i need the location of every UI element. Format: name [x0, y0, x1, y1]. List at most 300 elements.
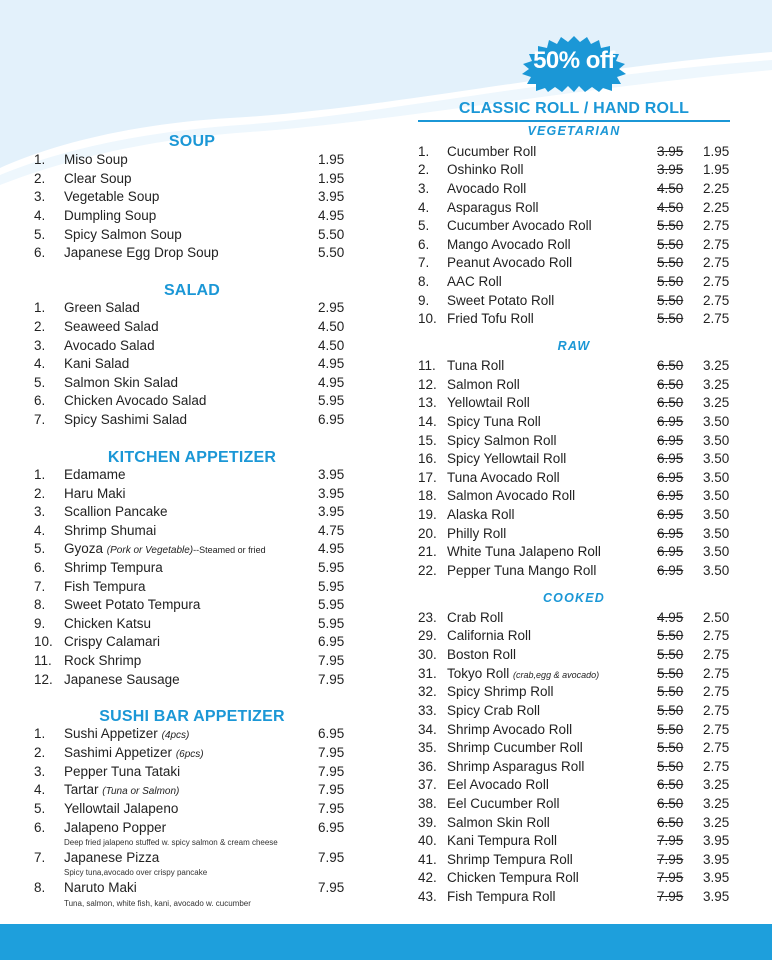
item-name: Clear Soup — [64, 171, 132, 186]
list-item — [418, 525, 730, 544]
list-item — [418, 832, 730, 851]
item-number: 12. — [418, 377, 437, 392]
item-number: 8. — [34, 597, 46, 612]
list-item — [418, 683, 730, 702]
sale-price: 2.75 — [703, 237, 730, 252]
item-number: 2. — [418, 162, 430, 177]
item-name: Shrimp Avocado Roll — [447, 722, 573, 737]
item-price: 7.95 — [318, 745, 345, 760]
item-name: Vegetable Soup — [64, 189, 160, 204]
item-number: 6. — [34, 393, 46, 408]
original-price: 7.95 — [657, 870, 684, 885]
list-item — [418, 739, 730, 758]
item-number: 4. — [34, 523, 46, 538]
item-price: 4.95 — [318, 356, 345, 371]
list-item — [34, 207, 350, 226]
list-item — [34, 540, 350, 559]
item-price: 4.95 — [318, 208, 345, 223]
item-note: (4pcs) — [161, 730, 190, 741]
item-price: 7.95 — [318, 880, 345, 895]
item-name-text: Tartar — [64, 782, 99, 797]
sale-price: 2.75 — [703, 703, 730, 718]
section-divider — [418, 120, 730, 122]
item-number: 38. — [418, 796, 437, 811]
sale-price: 3.50 — [703, 433, 730, 448]
list-item — [34, 392, 350, 411]
item-name: Sweet Potato Roll — [447, 293, 555, 308]
item-name: Dumpling Soup — [64, 208, 157, 223]
item-number: 31. — [418, 666, 437, 681]
item-number: 35. — [418, 740, 437, 755]
original-price: 6.95 — [657, 563, 684, 578]
list-item — [34, 578, 350, 597]
item-name: Japanese Egg Drop Soup — [64, 245, 219, 260]
item-name: Avocado Roll — [447, 181, 527, 196]
item-price: 4.50 — [318, 338, 345, 353]
item-number: 6. — [34, 560, 46, 575]
sale-price: 3.50 — [703, 470, 730, 485]
item-number: 7. — [34, 850, 46, 865]
item-price: 7.95 — [318, 801, 345, 816]
original-price: 4.50 — [657, 181, 684, 196]
item-number: 10. — [34, 634, 53, 649]
list-item — [34, 188, 350, 207]
item-price: 6.95 — [318, 726, 345, 741]
vegetarian-subtitle: VEGETARIAN — [527, 124, 621, 138]
list-item — [418, 506, 730, 525]
original-price: 5.50 — [657, 759, 684, 774]
item-number: 12. — [34, 672, 53, 687]
salad-title: SALAD — [163, 282, 221, 299]
sale-price: 3.50 — [703, 563, 730, 578]
list-item — [34, 652, 350, 671]
sale-price: 3.50 — [703, 451, 730, 466]
item-name: Crab Roll — [447, 610, 504, 625]
item-name: Cucumber Avocado Roll — [447, 218, 592, 233]
item-price: 7.95 — [318, 653, 345, 668]
list-item — [418, 143, 730, 162]
item-price: 5.50 — [318, 245, 345, 260]
item-name: Japanese Pizza — [64, 850, 160, 865]
list-item — [34, 170, 350, 189]
sale-price: 3.25 — [703, 815, 730, 830]
list-item — [34, 879, 350, 898]
list-item — [34, 725, 350, 744]
list-item — [418, 357, 730, 376]
original-price: 5.50 — [657, 237, 684, 252]
list-item — [34, 374, 350, 393]
item-number: 8. — [418, 274, 430, 289]
list-item — [34, 337, 350, 356]
list-item — [34, 849, 350, 868]
item-number: 1. — [418, 144, 430, 159]
item-number: 2. — [34, 319, 46, 334]
item-extra: --Steamed or fried — [193, 545, 266, 555]
sale-price: 3.50 — [703, 544, 730, 559]
item-number: 32. — [418, 684, 437, 699]
item-name: Salmon Skin Roll — [447, 815, 550, 830]
item-name: Oshinko Roll — [447, 162, 524, 177]
item-name: Jalapeno Popper — [64, 820, 167, 835]
item-number: 41. — [418, 852, 437, 867]
item-name: Boston Roll — [447, 647, 517, 662]
sale-price: 3.95 — [703, 833, 730, 848]
item-number: 3. — [34, 338, 46, 353]
item-name: Chicken Katsu — [64, 616, 152, 631]
original-price: 5.50 — [657, 311, 684, 326]
original-price: 5.50 — [657, 628, 684, 643]
item-number: 17. — [418, 470, 437, 485]
item-number: 14. — [418, 414, 437, 429]
item-price: 4.95 — [318, 541, 345, 556]
item-name: Naruto Maki — [64, 880, 137, 895]
original-price: 5.50 — [657, 684, 684, 699]
item-name: Kani Salad — [64, 356, 130, 371]
item-name: Yellowtail Jalapeno — [64, 801, 179, 816]
item-number: 7. — [34, 412, 46, 427]
item-number: 4. — [34, 356, 46, 371]
list-item — [418, 180, 730, 199]
item-number: 1. — [34, 467, 46, 482]
item-note: (6pcs) — [175, 749, 204, 760]
item-name: Spicy Sashimi Salad — [64, 412, 188, 427]
item-name: Tuna Roll — [447, 358, 505, 373]
item-name: Green Salad — [64, 300, 140, 315]
item-description: Spicy tuna,avocado over crispy pancake — [64, 868, 208, 877]
item-number: 10. — [418, 311, 437, 326]
list-item — [34, 503, 350, 522]
item-number: 18. — [418, 488, 437, 503]
item-name: White Tuna Jalapeno Roll — [447, 544, 601, 559]
item-price: 5.95 — [318, 616, 345, 631]
item-description: Tuna, salmon, white fish, kani, avocado w. cucumber — [64, 899, 251, 908]
original-price: 5.50 — [657, 740, 684, 755]
list-item — [418, 217, 730, 236]
item-name: Shrimp Tempura — [64, 560, 163, 575]
item-name — [64, 725, 189, 745]
sale-price: 3.50 — [703, 507, 730, 522]
cooked-subtitle: COOKED — [542, 591, 606, 605]
sale-price: 3.95 — [703, 870, 730, 885]
list-item — [418, 394, 730, 413]
list-item — [418, 609, 730, 628]
item-number: 4. — [418, 200, 430, 215]
item-number: 5. — [34, 227, 46, 242]
original-price: 5.50 — [657, 647, 684, 662]
item-name — [64, 744, 204, 764]
item-number: 3. — [418, 181, 430, 196]
list-item — [34, 485, 350, 504]
item-name-text: Gyoza — [64, 541, 104, 556]
item-name: Spicy Crab Roll — [447, 703, 541, 718]
list-item — [418, 254, 730, 273]
item-name: Shrimp Asparagus Roll — [447, 759, 585, 774]
item-price: 3.95 — [318, 486, 345, 501]
item-price: 6.95 — [318, 820, 345, 835]
list-item — [34, 151, 350, 170]
item-price: 7.95 — [318, 782, 345, 797]
item-number: 6. — [34, 820, 46, 835]
item-name: Asparagus Roll — [447, 200, 539, 215]
item-number: 11. — [34, 653, 52, 668]
item-description: Deep fried jalapeno stuffed w. spicy salmon & cream cheese — [64, 838, 278, 847]
item-name: Spicy Shrimp Roll — [447, 684, 554, 699]
sale-price: 1.95 — [703, 144, 730, 159]
sale-price: 2.75 — [703, 218, 730, 233]
list-item — [418, 776, 730, 795]
item-number: 7. — [34, 579, 46, 594]
item-number: 19. — [418, 507, 437, 522]
item-name — [447, 665, 599, 684]
item-name: Mango Avocado Roll — [447, 237, 571, 252]
item-name: Eel Avocado Roll — [447, 777, 549, 792]
original-price: 6.95 — [657, 488, 684, 503]
item-name: Philly Roll — [447, 526, 507, 541]
item-number: 3. — [34, 504, 46, 519]
list-item — [34, 244, 350, 263]
original-price: 6.50 — [657, 777, 684, 792]
item-number: 4. — [34, 208, 46, 223]
item-name: Alaska Roll — [447, 507, 515, 522]
list-item — [418, 562, 730, 581]
item-number: 6. — [418, 237, 430, 252]
item-number: 36. — [418, 759, 437, 774]
item-price: 5.95 — [318, 393, 345, 408]
list-item — [418, 758, 730, 777]
item-number: 21. — [418, 544, 437, 559]
list-item — [34, 763, 350, 782]
item-name-text: Sushi Appetizer — [64, 726, 158, 741]
list-item — [418, 851, 730, 870]
item-number: 9. — [34, 616, 46, 631]
item-number: 1. — [34, 726, 46, 741]
discount-badge-text: 50% off — [533, 47, 615, 74]
list-item — [34, 819, 350, 838]
item-name: Spicy Yellowtail Roll — [447, 451, 567, 466]
original-price: 6.95 — [657, 433, 684, 448]
list-item — [418, 450, 730, 469]
item-note: (Pork or Vegetable) — [106, 545, 194, 556]
item-name: Sweet Potato Tempura — [64, 597, 201, 612]
item-number: 3. — [34, 189, 46, 204]
original-price: 5.50 — [657, 218, 684, 233]
item-number: 8. — [34, 880, 46, 895]
item-number: 33. — [418, 703, 437, 718]
list-item — [418, 721, 730, 740]
item-name: Chicken Tempura Roll — [447, 870, 579, 885]
sale-price: 2.25 — [703, 181, 730, 196]
item-number: 1. — [34, 300, 46, 315]
list-item — [418, 161, 730, 180]
item-number: 22. — [418, 563, 437, 578]
list-item — [34, 671, 350, 690]
item-number: 2. — [34, 171, 46, 186]
sale-price: 2.75 — [703, 722, 730, 737]
item-name: Fish Tempura — [64, 579, 146, 594]
item-price: 1.95 — [318, 152, 345, 167]
sale-price: 3.50 — [703, 414, 730, 429]
item-number: 37. — [418, 777, 437, 792]
item-number: 11. — [418, 358, 436, 373]
item-name: Salmon Roll — [447, 377, 520, 392]
item-name: Fish Tempura Roll — [447, 889, 556, 904]
list-item — [34, 299, 350, 318]
item-number: 16. — [418, 451, 437, 466]
item-name: Yellowtail Roll — [447, 395, 530, 410]
item-price: 2.95 — [318, 300, 345, 315]
item-number: 5. — [34, 801, 46, 816]
list-item — [34, 522, 350, 541]
raw-subtitle: RAW — [557, 339, 591, 353]
item-number: 4. — [34, 782, 46, 797]
item-price: 1.95 — [318, 171, 345, 186]
item-number: 15. — [418, 433, 437, 448]
sale-price: 2.75 — [703, 255, 730, 270]
item-number: 13. — [418, 395, 437, 410]
original-price: 3.95 — [657, 162, 684, 177]
item-note: (Tuna or Salmon) — [102, 786, 180, 797]
list-item — [418, 292, 730, 311]
list-item — [418, 199, 730, 218]
sale-price: 3.25 — [703, 777, 730, 792]
sale-price: 2.75 — [703, 684, 730, 699]
item-price: 7.95 — [318, 764, 345, 779]
original-price: 6.95 — [657, 544, 684, 559]
original-price: 4.95 — [657, 610, 684, 625]
sale-price: 3.50 — [703, 488, 730, 503]
item-number: 1. — [34, 152, 46, 167]
list-item — [418, 236, 730, 255]
list-item — [418, 413, 730, 432]
sale-price: 3.50 — [703, 526, 730, 541]
original-price: 6.95 — [657, 470, 684, 485]
item-name: Spicy Tuna Roll — [447, 414, 541, 429]
list-item — [34, 559, 350, 578]
sale-price: 2.75 — [703, 311, 730, 326]
kitchen-appetizer-title: KITCHEN APPETIZER — [107, 449, 277, 466]
item-number: 2. — [34, 486, 46, 501]
item-price: 3.95 — [318, 504, 345, 519]
item-number: 6. — [34, 245, 46, 260]
item-number: 3. — [34, 764, 46, 779]
item-name: Seaweed Salad — [64, 319, 159, 334]
list-item — [418, 627, 730, 646]
item-name: Rock Shrimp — [64, 653, 142, 668]
item-name: Spicy Salmon Roll — [447, 433, 557, 448]
item-name: Shrimp Cucumber Roll — [447, 740, 583, 755]
item-price: 5.95 — [318, 597, 345, 612]
item-name: Pepper Tuna Tataki — [64, 764, 181, 779]
original-price: 7.95 — [657, 833, 684, 848]
sale-price: 2.75 — [703, 628, 730, 643]
list-item — [418, 310, 730, 329]
list-item — [418, 888, 730, 907]
item-name: Chicken Avocado Salad — [64, 393, 207, 408]
list-item — [418, 814, 730, 833]
original-price: 6.95 — [657, 526, 684, 541]
item-name: Haru Maki — [64, 486, 126, 501]
list-item — [34, 466, 350, 485]
item-number: 30. — [418, 647, 437, 662]
soup-title: SOUP — [168, 133, 216, 150]
item-price: 5.50 — [318, 227, 345, 242]
item-price: 4.95 — [318, 375, 345, 390]
item-number: 9. — [418, 293, 430, 308]
bottom-bar — [0, 924, 772, 960]
item-number: 23. — [418, 610, 437, 625]
original-price: 6.50 — [657, 796, 684, 811]
item-note: (crab,egg & avocado) — [513, 670, 600, 680]
item-name: Avocado Salad — [64, 338, 155, 353]
item-number: 40. — [418, 833, 437, 848]
item-number: 42. — [418, 870, 437, 885]
sale-price: 2.50 — [703, 610, 730, 625]
item-number: 20. — [418, 526, 437, 541]
list-item — [418, 432, 730, 451]
sale-price: 2.75 — [703, 740, 730, 755]
sale-price: 2.75 — [703, 293, 730, 308]
list-item — [418, 795, 730, 814]
item-name: California Roll — [447, 628, 532, 643]
sale-price: 3.25 — [703, 395, 730, 410]
item-name: Shrimp Shumai — [64, 523, 157, 538]
original-price: 5.50 — [657, 666, 684, 681]
list-item — [34, 781, 350, 800]
list-item — [34, 318, 350, 337]
original-price: 5.50 — [657, 293, 684, 308]
item-price: 6.95 — [318, 412, 345, 427]
sale-price: 2.75 — [703, 647, 730, 662]
original-price: 6.50 — [657, 815, 684, 830]
sushi-bar-appetizer-title: SUSHI BAR APPETIZER — [99, 708, 285, 725]
item-name — [64, 781, 179, 801]
item-number: 2. — [34, 745, 46, 760]
sale-price: 3.95 — [703, 889, 730, 904]
list-item — [418, 469, 730, 488]
list-item — [418, 646, 730, 665]
item-name: Peanut Avocado Roll — [447, 255, 573, 270]
classic-roll-title: CLASSIC ROLL / HAND ROLL — [458, 100, 690, 117]
item-number: 5. — [34, 541, 46, 556]
item-name: Pepper Tuna Mango Roll — [447, 563, 597, 578]
item-name: Miso Soup — [64, 152, 128, 167]
item-number: 34. — [418, 722, 437, 737]
list-item — [418, 869, 730, 888]
item-name: Scallion Pancake — [64, 504, 168, 519]
original-price: 6.50 — [657, 377, 684, 392]
left-column — [34, 0, 350, 924]
list-item — [418, 273, 730, 292]
item-number: 7. — [418, 255, 430, 270]
original-price: 3.95 — [657, 144, 684, 159]
item-number: 5. — [418, 218, 430, 233]
list-item — [418, 487, 730, 506]
list-item — [34, 744, 350, 763]
item-price: 7.95 — [318, 672, 345, 687]
sale-price: 3.25 — [703, 358, 730, 373]
sale-price: 3.25 — [703, 796, 730, 811]
original-price: 6.50 — [657, 358, 684, 373]
item-price: 5.95 — [318, 560, 345, 575]
item-number: 39. — [418, 815, 437, 830]
list-item — [418, 665, 730, 684]
item-price: 7.95 — [318, 850, 345, 865]
item-name-text: Sashimi Appetizer — [64, 745, 173, 760]
list-item — [34, 226, 350, 245]
right-column — [418, 0, 730, 924]
sale-price: 3.25 — [703, 377, 730, 392]
item-number: 29. — [418, 628, 437, 643]
